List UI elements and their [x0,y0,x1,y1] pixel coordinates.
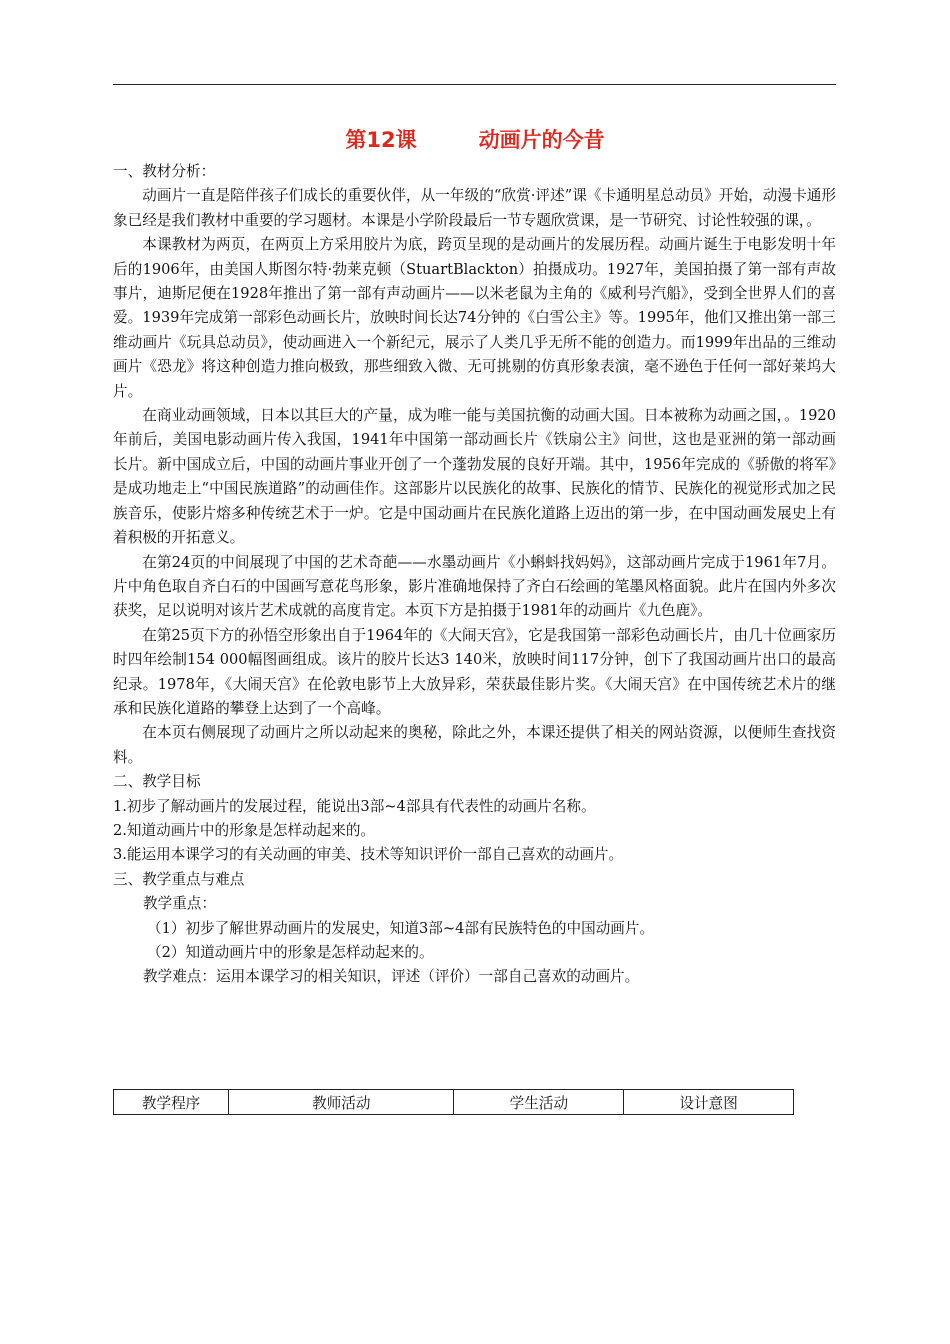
paragraph: 本课教材为两页，在两页上方采用胶片为底，跨页呈现的是动画片的发展历程。动画片诞生于电影发明十年后的1906年，由美国人斯图尔特·勃莱克顿（StuartBlackton）拍摄成功。1927年，美国拍摄了第一部有声故事片，迪斯尼便在1928年推出了第一部有声动画片——以米老鼠为主角的《威利号汽船》，受到全世界人们的喜爱。1939年完成第一部彩色动画长片，放映时间长达74分钟的《白雪公主》等。1995年，他们又推出第一部三维动画片《玩具总动员》，使动画进入一个新纪元，展示了人类几乎无所不能的创造力。而1999年出品的三维动画片《恐龙》将这种创造力推向极致，那些细致入微、无可挑剔的仿真形象表演，毫不逊色于任何一部好莱坞大片。 [113,236,836,400]
page-title [0,124,950,154]
goal-item: 3.能运用本课学习的有关动画的审美、技术等知识评价一部自己喜欢的动画片。 [113,846,624,864]
document-body [113,160,836,990]
table-header-cell: 教学程序 [114,1090,229,1115]
goal-item: 2.知道动画片中的形象是怎样动起来的。 [113,821,376,839]
lesson-name: 动画片的今昔 [478,128,605,152]
header-rule [113,84,836,85]
section-heading-goals: 二、教学目标 [113,773,201,791]
key-point-item: （1）初步了解世界动画片的发展史，知道3部~4部有民族特色的中国动画片。 [147,919,655,937]
teaching-procedure-table [113,1089,794,1115]
table-header-cell: 学生活动 [454,1090,624,1115]
section-heading-focus: 三、教学重点与难点 [113,870,245,888]
key-points-label: 教学重点： [143,895,216,913]
table-header-row [114,1090,794,1115]
table-header-cell: 教师活动 [229,1090,454,1115]
section-heading-analysis: 一、教材分析： [113,163,216,180]
goal-item: 1.初步了解动画片的发展过程，能说出3部~4部具有代表性的动画片名称。 [113,797,596,815]
difficulty-text: 教学难点：运用本课学习的相关知识，评述（评价）一部自己喜欢的动画片。 [143,968,640,986]
paragraph: 在第24页的中间展现了中国的艺术奇葩——水墨动画片《小蝌蚪找妈妈》，这部动画片完成于1961年7月。片中角色取自齐白石的中国画写意花鸟形象，影片准确地保持了齐白石绘画的笔墨风格面貌。此片在国内外多次获奖，足以说明对该片艺术成就的高度肯定。本页下方是拍摄于1981年的动画片《九色鹿》。 [113,553,836,620]
paragraph: 在商业动画领域，日本以其巨大的产量，成为唯一能与美国抗衡的动画大国。日本被称为动画之国，。1920年前后，美国电影动画片传入我国，1941年中国第一部动画长片《铁扇公主》问世，这也是亚洲的第一部动画长片。新中国成立后，中国的动画片事业开创了一个蓬勃发展的良好开端。其中，1956年完成的《骄傲的将军》是成功地走上“中国民族道路”的动画佳作。这部影片以民族化的故事、民族化的情节、民族化的视觉形式加之民族音乐，使影片熔多种传统艺术于一炉。它是中国动画片在民族化道路上迈出的第一步，在中国动画发展史上有着积极的开拓意义。 [113,407,836,547]
lesson-number: 第12课 [345,128,417,152]
paragraph: 在本页右侧展现了动画片之所以动起来的奥秘，除此之外，本课还提供了相关的网站资源，以便师生查找资料。 [113,724,836,766]
table-header-cell: 设计意图 [624,1090,794,1115]
key-point-item: （2）知道动画片中的形象是怎样动起来的。 [147,944,434,961]
paragraph: 动画片一直是陪伴孩子们成长的重要伙伴，从一年级的“欣赏·评述”课《卡通明星总动员》开始，动漫卡通形象已经是我们教材中重要的学习题材。本课是小学阶段最后一节专题欣赏课，是一节研究、讨论性较强的课，。 [113,187,836,229]
paragraph: 在第25页下方的孙悟空形象出自于1964年的《大闹天宫》，它是我国第一部彩色动画长片，由几十位画家历时四年绘制154 000幅图画组成。该片的胶片长达3 140米，放映时间117分钟，创下了我国动画片出口的最高纪录。1978年，《大闹天宫》在伦敦电影节上大放异彩，荣获最佳影片奖。《大闹天宫》在中国传统艺术片的继承和民族化道路的攀登上达到了一个高峰。 [113,626,836,717]
